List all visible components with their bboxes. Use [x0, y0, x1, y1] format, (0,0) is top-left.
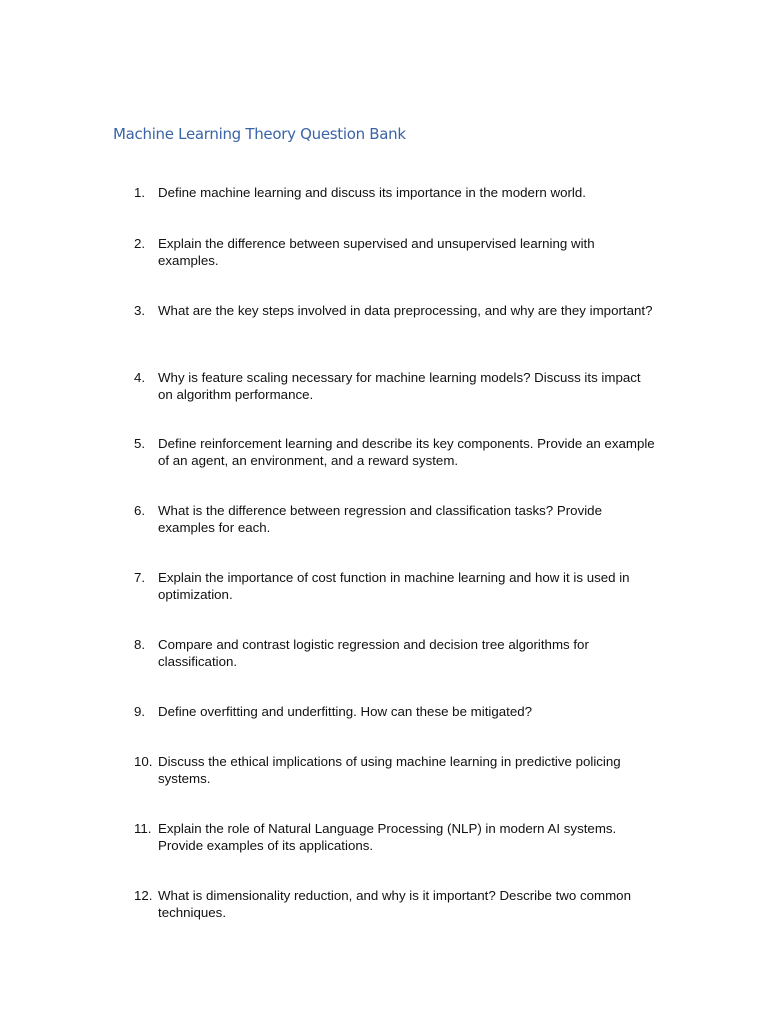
question-text: Explain the role of Natural Language Processing (NLP) in modern AI systems. Provide examples of its applications. [158, 821, 617, 853]
question-item [134, 235, 664, 269]
question-text: Define overfitting and underfitting. How can these be mitigated? [158, 704, 533, 719]
question-item [134, 753, 664, 787]
question-item [134, 369, 664, 403]
question-number: 9. [134, 704, 146, 719]
document-title: Machine Learning Theory Question Bank [113, 125, 406, 143]
question-text: Define machine learning and discuss its importance in the modern world. [158, 185, 586, 200]
question-text: What is dimensionality reduction, and why is it important? Describe two common techniques. [158, 888, 631, 920]
question-item [134, 569, 664, 603]
question-item [134, 502, 664, 536]
question-item [134, 887, 664, 921]
question-number: 12. [134, 888, 153, 903]
question-text: What are the key steps involved in data preprocessing, and why are they important? [158, 303, 653, 318]
question-item [134, 184, 664, 201]
question-number: 3. [134, 303, 146, 318]
question-number: 8. [134, 637, 146, 652]
question-number: 11. [134, 821, 152, 836]
question-text: What is the difference between regression and classification tasks? Provide examples for each. [158, 503, 602, 535]
question-text: Explain the importance of cost function in machine learning and how it is used in optimization. [158, 570, 630, 602]
question-text: Why is feature scaling necessary for machine learning models? Discuss its impact on algorithm performance. [158, 370, 641, 402]
question-text: Explain the difference between supervised and unsupervised learning with examples. [158, 236, 595, 268]
question-number: 2. [134, 236, 146, 251]
question-item [134, 435, 664, 469]
question-item [134, 820, 664, 854]
question-item [134, 302, 664, 319]
question-item [134, 636, 664, 670]
question-number: 6. [134, 503, 146, 518]
question-item [134, 703, 664, 720]
question-number: 10. [134, 754, 153, 769]
question-number: 7. [134, 570, 146, 585]
question-number: 4. [134, 370, 146, 385]
question-text: Define reinforcement learning and describe its key components. Provide an example of an agent, an environment, and a reward system. [158, 436, 655, 468]
question-text: Discuss the ethical implications of using machine learning in predictive policing systems. [158, 754, 621, 786]
question-number: 5. [134, 436, 146, 451]
question-text: Compare and contrast logistic regression and decision tree algorithms for classification. [158, 637, 589, 669]
question-number: 1. [134, 185, 146, 200]
